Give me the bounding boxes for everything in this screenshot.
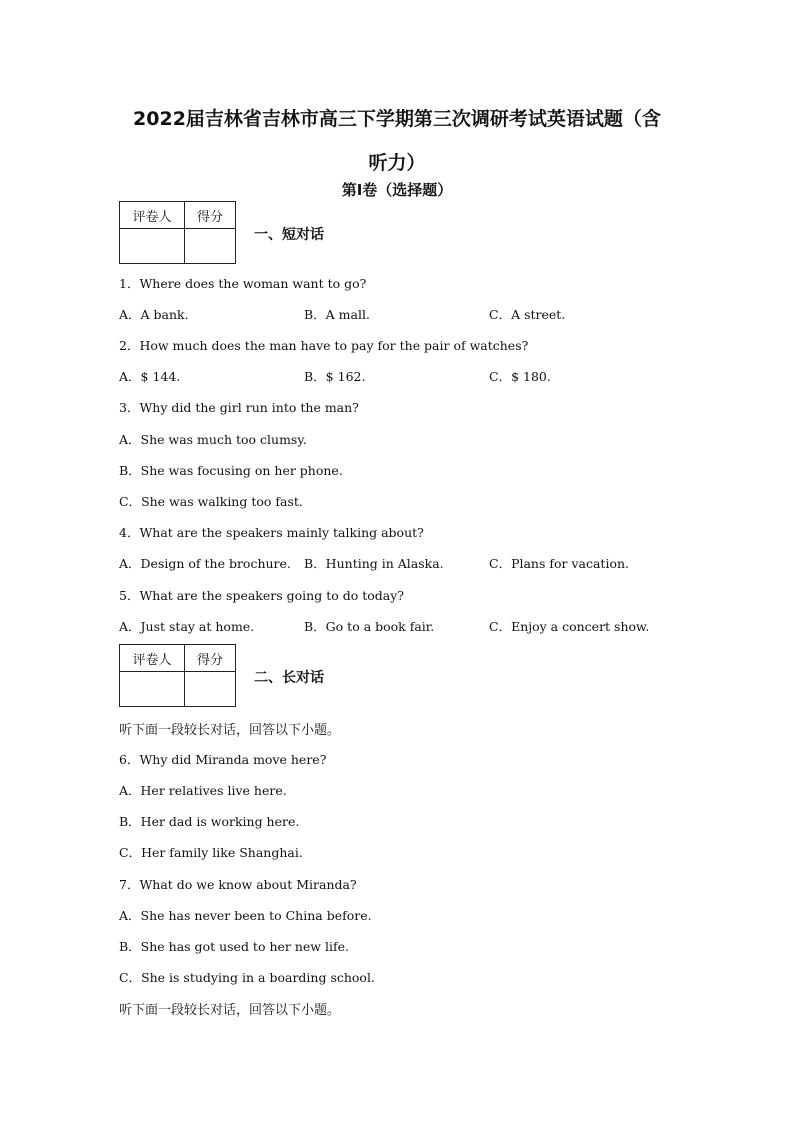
volume-heading: 第I卷（选择题）	[341, 181, 453, 199]
section-heading-2: 二、长对话	[254, 670, 324, 686]
q6-option-a: A．Her relatives live here.	[119, 783, 287, 798]
q5-option-b: B．Go to a book fair.	[304, 619, 435, 634]
score-cell	[185, 229, 236, 264]
q4-option-a: A．Design of the brochure.	[119, 556, 291, 571]
q6-option-c: C．Her family like Shanghai.	[119, 845, 303, 860]
grader-label: 评卷人	[120, 645, 185, 672]
q3-option-a: A．She was much too clumsy.	[119, 432, 307, 447]
q4-option-b: B．Hunting in Alaska.	[304, 556, 444, 571]
q5-option-a: A．Just stay at home.	[119, 619, 255, 634]
question-4: 4．What are the speakers mainly talking about?	[119, 525, 424, 540]
instruction-1: 听下面一段较长对话，回答以下小题。	[119, 723, 341, 738]
grader-cell	[120, 672, 185, 707]
exam-title-line1: 2022届吉林省吉林市高三下学期第三次调研考试英语试题（含	[133, 108, 661, 130]
q1-option-a: A．A bank.	[119, 307, 189, 322]
q2-option-b: B．$ 162.	[304, 369, 366, 384]
score-label: 得分	[185, 202, 236, 229]
question-5: 5．What are the speakers going to do today?	[119, 588, 404, 603]
question-3: 3．Why did the girl run into the man?	[119, 400, 359, 415]
grader-box-2	[119, 644, 236, 707]
question-2: 2．How much does the man have to pay for the pair of watches?	[119, 338, 529, 353]
q6-option-b: B．Her dad is working here.	[119, 814, 300, 829]
question-1: 1．Where does the woman want to go?	[119, 276, 367, 291]
q5-option-c: C．Enjoy a concert show.	[489, 619, 650, 634]
q4-option-c: C．Plans for vacation.	[489, 556, 630, 571]
q2-option-c: C．$ 180.	[489, 369, 551, 384]
grader-box-1	[119, 201, 236, 264]
q3-option-b: B．She was focusing on her phone.	[119, 463, 343, 478]
q1-option-c: C．A street.	[489, 307, 566, 322]
q3-option-c: C．She was walking too fast.	[119, 494, 303, 509]
score-label: 得分	[185, 645, 236, 672]
q2-option-a: A．$ 144.	[119, 369, 181, 384]
q7-option-c: C．She is studying in a boarding school.	[119, 970, 375, 985]
grader-label: 评卷人	[120, 202, 185, 229]
question-7: 7．What do we know about Miranda?	[119, 877, 357, 892]
q7-option-b: B．She has got used to her new life.	[119, 939, 349, 954]
question-6: 6．Why did Miranda move here?	[119, 752, 327, 767]
exam-title-line2: 听力）	[368, 152, 426, 174]
grader-cell	[120, 229, 185, 264]
score-cell	[185, 672, 236, 707]
q7-option-a: A．She has never been to China before.	[119, 908, 372, 923]
q1-option-b: B．A mall.	[304, 307, 370, 322]
section-heading-1: 一、短对话	[254, 227, 324, 243]
instruction-2: 听下面一段较长对话，回答以下小题。	[119, 1003, 341, 1018]
